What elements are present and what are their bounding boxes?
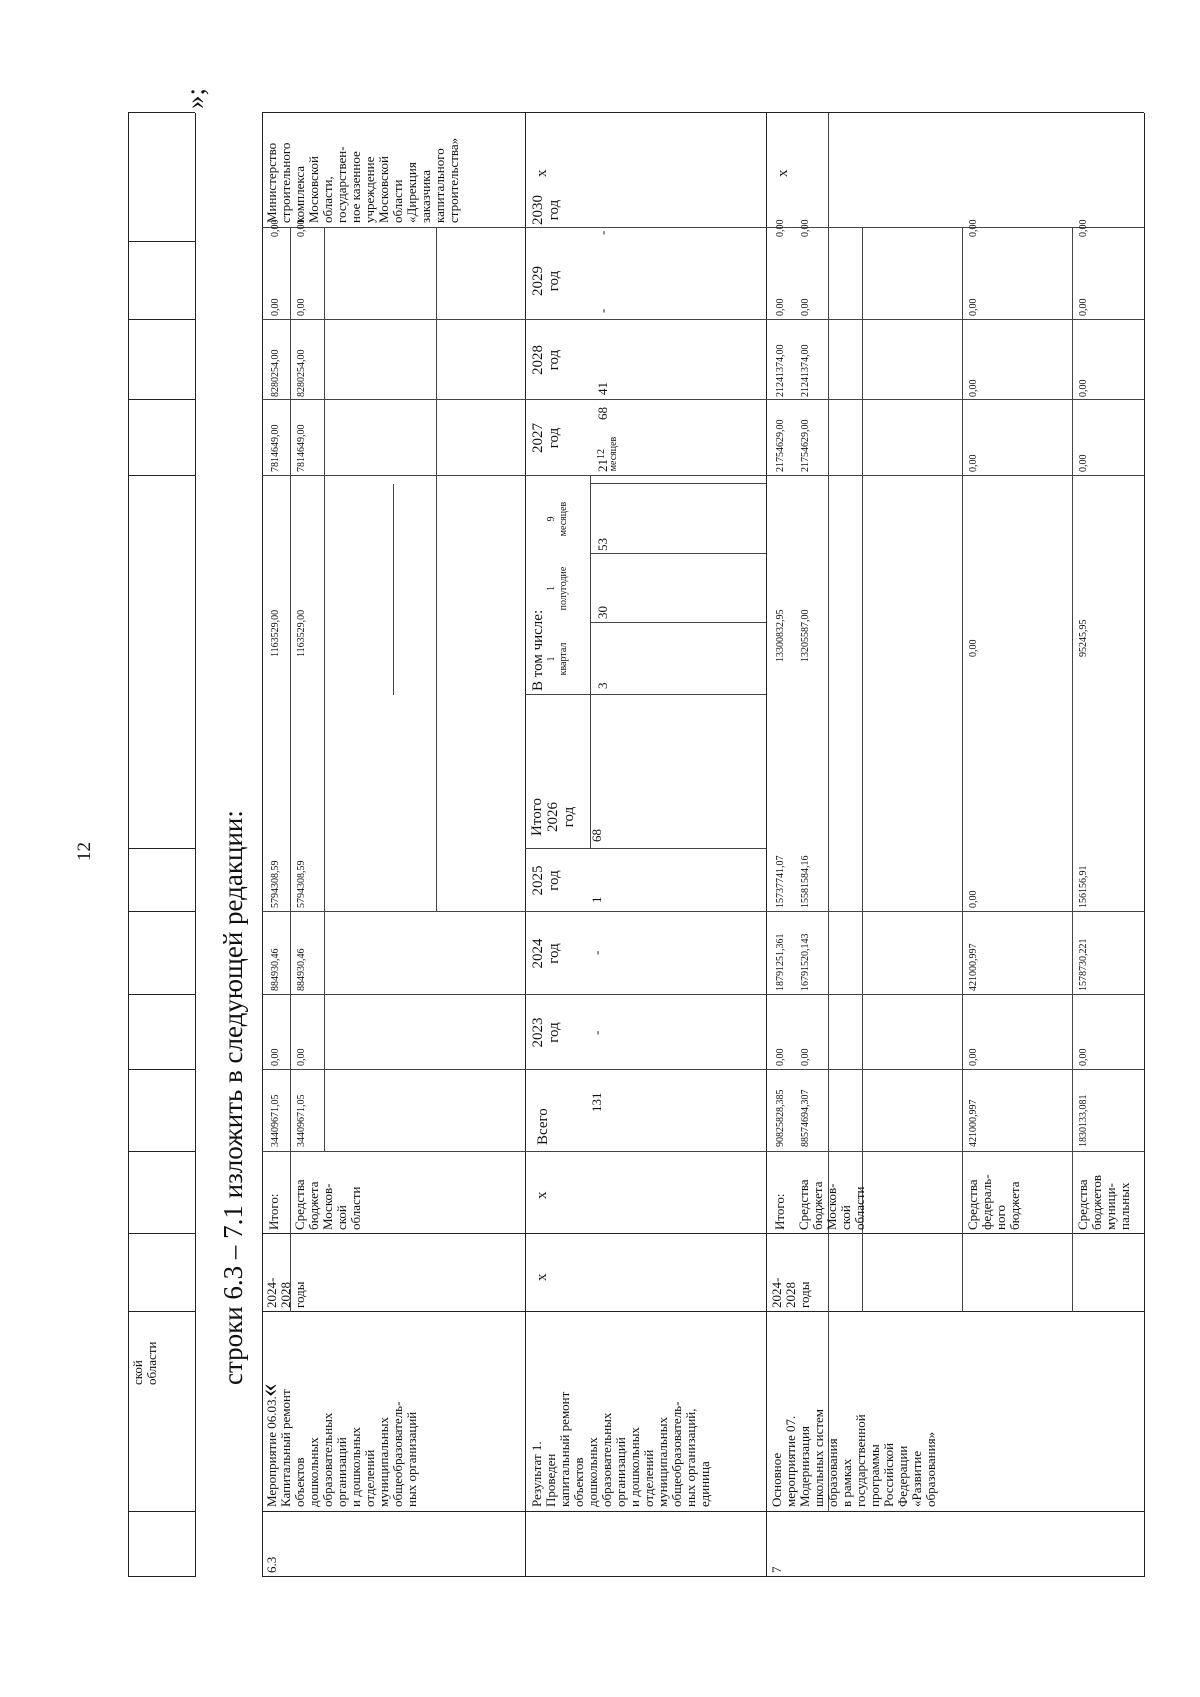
row-7-src1-2028: 21241374,00 [800,344,811,397]
row-63-src-2023: 0,00 [296,1048,307,1066]
result-h-2025: 2025 год [530,865,562,896]
result-h-2027: 2027 год [530,423,562,453]
result-source: х [534,1191,550,1199]
row-63-itogo-2026: 1163529,00 [270,609,281,657]
row-7-src0-label: Итого: [772,1193,787,1230]
row-7-src0-2030: 0,00 [775,219,786,237]
row-7-src2-2030: 0,00 [968,219,979,237]
row-7-src0-2024: 18791251,361 [775,933,786,991]
row-63-src-total: 34409671,05 [296,1094,307,1147]
result-h-h1: 1 полугодие [546,566,569,611]
result-executor: х [534,169,550,177]
row-63-src-2025: 5794308,59 [296,860,307,908]
row-7-src3-total: 1830133,081 [1078,1094,1089,1147]
row-7-src1-2029: 0,00 [800,298,811,316]
row-7-src1-2027: 21754629,00 [800,419,811,472]
row-63-src-2026: 1163529,00 [296,609,307,657]
row-7-src2-2027: 0,00 [968,454,979,472]
row-7-src2-2026: 0,00 [968,639,979,657]
row-7-src3-2028: 0,00 [1078,379,1089,397]
row-7-src2-2023: 0,00 [968,1048,979,1066]
result-h-2028: 2028 год [530,345,562,375]
row-63-src-2027: 7814649,00 [296,424,307,472]
row-63-src-2029: 0,00 [296,298,307,316]
top-region-tail: ской области [130,1341,159,1385]
result-h-total: Всего [535,1108,551,1145]
row-63-itogo-2029: 0,00 [270,298,281,316]
row-7-src0-2026: 13300832,95 [775,609,786,662]
row-63-src-2024: 884930,46 [296,948,307,991]
row-7-src1-2024: 16791520,143 [800,933,811,991]
row-63-itogo-total: 34409671,05 [270,1094,281,1147]
row-63-executor: Министерство строительного комплекса Московской области, государствен- ное казенное учреждение Московской области «Дирекция заказчика капитального строительства» [264,137,461,223]
result-h-q1: 1 квартал [546,642,569,676]
row-63-itogo-2027: 7814649,00 [270,424,281,472]
result-v-m9: 53 [595,538,610,551]
row-7-src2-2024: 421000,997 [968,943,979,991]
row-63-period: 2024- 2028 годы [264,1277,307,1308]
row-7-src3-2027: 0,00 [1078,454,1089,472]
row-63-itogo-2030: 0,00 [270,219,281,237]
row-7-src0-2025: 15737741,07 [775,855,786,908]
row-63-num: 6.3 [264,1556,279,1573]
row-7-period: 2024- 2028 годы [769,1277,812,1308]
result-v-2027: 21 [595,459,610,472]
row-7-src2-2028: 0,00 [968,379,979,397]
row-63-itogo-2023: 0,00 [270,1048,281,1066]
row-63-itogo-2025: 5794308,59 [270,860,281,908]
result-v-h1: 30 [595,606,610,619]
row-7-src0-total: 90825828,385 [775,1089,786,1147]
close-quote: »; [180,87,210,109]
row-7-src2-total: 421000,997 [968,1099,979,1147]
result-h-2024: 2024 год [530,938,562,969]
row-7-src3-2030: 0,00 [1078,219,1089,237]
row-63-source-label: Средства бюджета Москов- ской области [292,1179,363,1230]
row-7-src2-label: Средства федераль- ного бюджета [965,1174,1022,1230]
result-v-2029: - [595,308,610,313]
row-7-executor: х [775,169,791,177]
row-7-src2-2025: 0,00 [968,890,979,908]
row-7-num: 7 [769,1566,784,1573]
row-7-src2-2029: 0,00 [968,298,979,316]
row-7-src3-label: Средства бюджетов муници- пальных [1075,1174,1132,1230]
row-7-src1-total: 88574694,307 [800,1089,811,1147]
result-v-2025: 1 [589,896,604,903]
row-7-src3-2026: 95245,95 [1078,619,1089,657]
row-7-src1-label: Средства бюджета Москов- ской области [796,1179,867,1230]
amendment-heading: строки 6.3 – 7.1 изложить в следующей редакции: [218,810,248,1385]
row-7-src0-2027: 21754629,00 [775,419,786,472]
row-7-src1-2026: 13205587,00 [800,609,811,662]
result-period: х [534,1273,550,1281]
result-v-q1: 3 [595,682,610,689]
result-v-total: 131 [589,1092,604,1112]
row-7-src3-2023: 0,00 [1078,1048,1089,1066]
result-h-incl: В том числе: [530,609,546,691]
open-quote: « [253,1383,283,1397]
row-7-src0-2028: 21241374,00 [775,344,786,397]
result-h-itogo2026: Итого 2026 год [529,798,577,836]
row-7-src3-2029: 0,00 [1078,298,1089,316]
row-63-itogo-2028: 8280254,00 [270,349,281,397]
row-7-src0-2023: 0,00 [775,1048,786,1066]
result-h-m12: 12 месяцев [596,436,619,472]
result-v-2028: 41 [595,382,610,395]
row-7-src1-2030: 0,00 [800,219,811,237]
result-h-2029: 2029 год [530,266,562,296]
row-63-src-2030: 0,00 [296,219,307,237]
row-7-src1-2025: 15581584,16 [800,855,811,908]
row-63-name: Мероприятие 06.03. Капитальный ремонт объектов дошкольных образовательных организаций и дошкольных отделений муниципальных общеобразователь- ных организаций [264,1389,419,1507]
result-v-2024: - [589,950,604,955]
result-h-m9: 9 месяцев [546,501,569,537]
row-7-src3-2024: 1578730,221 [1078,938,1089,991]
result-v-itogo2026: 68 [589,829,604,842]
row-7-src3-2025: 156156,91 [1078,865,1089,908]
result-h-2030: 2030 год [530,195,562,225]
row-7-src1-2023: 0,00 [800,1048,811,1066]
result-name: Результат 1. Проведен капитальный ремонт объектов дошкольных образовательных организаций и дошкольных отделений муниципальных общеобразователь- ных организаций, единица [529,1391,712,1507]
row-63-itogo-2024: 884930,46 [270,948,281,991]
row-7-name: Основное мероприятие 07. Модернизация школьных систем образования в рамках государственной программы Российской Федерации «Развитие образования» [769,1408,938,1507]
result-h-2023: 2023 год [530,1017,562,1048]
row-7-src0-2029: 0,00 [775,298,786,316]
row-63-src-2028: 8280254,00 [296,349,307,397]
result-v-2030: - [595,230,610,235]
page-number: 12 [74,842,95,861]
row-63-itogo-label: Итого: [266,1193,281,1230]
result-v-2023: - [589,1030,604,1035]
result-v-m12: 68 [595,407,610,420]
